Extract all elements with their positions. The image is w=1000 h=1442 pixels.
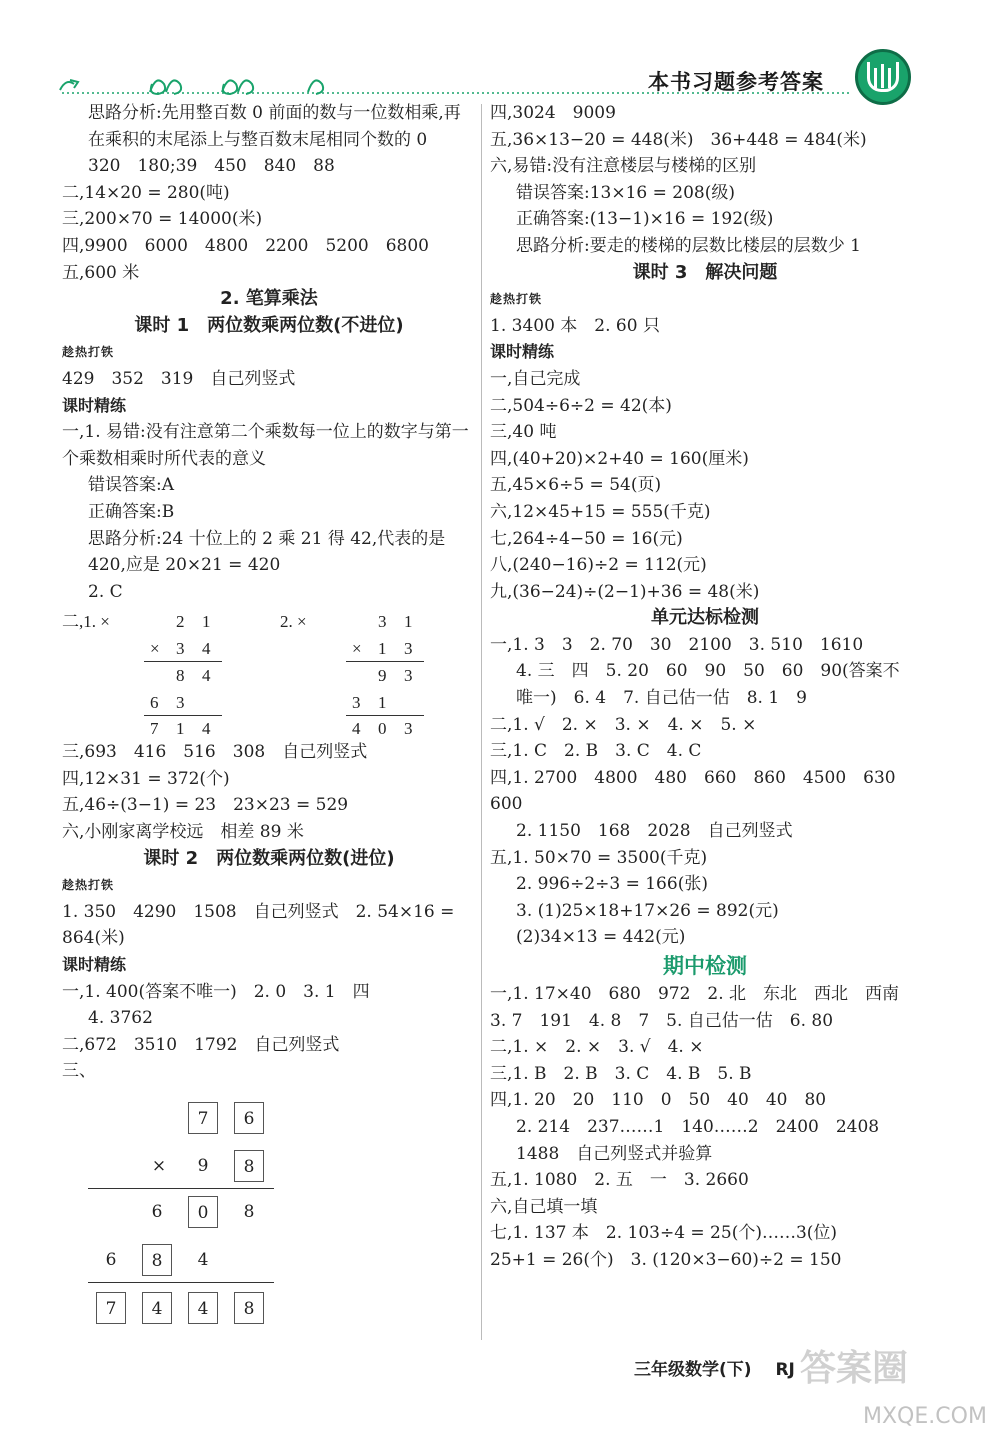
text-line: 思路分析:24 十位上的 2 乘 21 得 42,代表的是 420,应是 20×21 = 420 (88, 528, 446, 576)
digit-box: 4 (142, 1292, 172, 1324)
text-line: 五,46÷(3−1) = 23 23×23 = 529 (62, 795, 349, 816)
text-line: 三、 (62, 1061, 96, 1082)
digit-box: 7 (188, 1102, 218, 1134)
calc-b (280, 605, 480, 739)
text-line: 思路分析:先用整百数 0 前面的数与一位数相乘,再在乘积的末尾添上与整百数末尾相同个数的 0 (88, 103, 461, 150)
text-line: 320 180;39 450 840 88 (88, 156, 335, 177)
text-line: 二,1. × 2. × 3. √ 4. × (490, 1037, 704, 1058)
text-line: 四,12×31 = 372(个) (62, 768, 230, 789)
digit: 1 (176, 719, 185, 739)
digit: × (352, 639, 362, 659)
page-footer (634, 1355, 795, 1380)
digit: 3 (176, 693, 185, 713)
text-line: 一,1. 3 3 2. 70 30 2100 3. 510 1610 (490, 634, 864, 655)
times-sign: × (151, 1156, 167, 1176)
text-line: 一,1. 17×40 680 972 2. 北 东北 西北 西南 3. 7 191 4. 8 7 5. 自己估一估 6. 80 (490, 984, 917, 1031)
text-line: 一,1. 易错:没有注意第二个乘数每一位上的数字与第一个乘数相乘时所代表的意义 (62, 422, 469, 469)
digit: 2 (176, 612, 185, 632)
text-line: 一,自己完成 (490, 368, 581, 389)
digit-box: 8 (234, 1150, 264, 1182)
watermark-logo: 答案圈 (800, 1348, 909, 1389)
text-line: 三,1. C 2. B 3. C 4. C (490, 741, 702, 762)
digit: 1 (202, 612, 211, 632)
digit: 4 (202, 666, 211, 686)
column-divider (481, 104, 482, 1340)
text-line: (2)34×13 = 442(元) (516, 927, 686, 948)
calc-label: 2. × (280, 612, 307, 632)
digit: 3 (176, 639, 185, 659)
text-line: 3. (1)25×18+17×26 = 892(元) (516, 900, 779, 921)
text-line: 八,(240−16)÷2 = 112(元) (490, 555, 707, 576)
digit: 1 (378, 639, 387, 659)
box-multiplication (62, 1098, 292, 1338)
text-line: 二,1. √ 2. × 3. × 4. × 5. × (490, 714, 757, 735)
text-line: 二,504÷6÷2 = 42(本) (490, 395, 672, 416)
digit-box: 0 (188, 1196, 218, 1228)
unit-test-title: 单元达标检测 (651, 607, 759, 629)
text-line: 七,1. 137 本 2. 103÷4 = 25(个)……3(位) 25+1 = 26(个) 3. (120×3−60)÷2 = 150 (490, 1223, 855, 1270)
text-line: 五,600 米 (62, 262, 140, 283)
text-line: 429 352 319 自己列竖式 (62, 368, 296, 389)
digit: 1 (378, 693, 387, 713)
text-line: 六,小刚家离学校远 相差 89 米 (62, 822, 304, 843)
digit: 4 (197, 1250, 209, 1270)
digit: 9 (197, 1156, 209, 1176)
digit: 8 (243, 1202, 255, 1222)
vertical-calculations (62, 605, 476, 739)
text-line: 五,45×6÷5 = 54(页) (490, 475, 662, 496)
text-line: 2. 996÷2÷3 = 166(张) (516, 874, 708, 895)
header-title: 本书习题参考答案 (648, 70, 824, 94)
digit: 3 (404, 639, 413, 659)
text-line: 四,3024 9009 (490, 103, 616, 123)
text-line: 三,1. B 2. B 3. C 4. B 5. B (490, 1063, 752, 1084)
digit: 3 (404, 719, 413, 739)
watermark-url: MXQE.COM (863, 1404, 987, 1429)
digit: 0 (378, 719, 387, 739)
text-line: 五,36×13−20 = 448(米) 36+448 = 484(米) (490, 129, 867, 150)
digit: 4 (202, 719, 211, 739)
wrong-answer: 错误答案:13×16 = 208(级) (516, 182, 735, 203)
page-header (0, 0, 1000, 110)
digit: 4 (202, 639, 211, 659)
wrong-answer: 错误答案:A (88, 475, 175, 496)
text-line: 四,1. 2700 4800 480 660 860 4500 630 600 (490, 767, 913, 815)
right-column (490, 100, 920, 1274)
calc-label: 二,1. × (62, 612, 110, 632)
digit-box: 4 (188, 1292, 218, 1324)
digit: 3 (378, 612, 387, 632)
digit-box: 8 (142, 1244, 172, 1276)
text-line: 六,12×45+15 = 555(千克) (490, 501, 711, 522)
footer-code: RJ (775, 1360, 795, 1380)
digit: 6 (150, 693, 159, 713)
text-line: 九,(36−24)÷(2−1)+36 = 48(米) (490, 581, 760, 602)
digit: 6 (105, 1250, 117, 1270)
correct-answer: 正确答案:B (88, 501, 175, 522)
section-title: 2. 笔算乘法 (220, 288, 318, 310)
footer-grade: 三年级数学(下) (634, 1360, 752, 1380)
text-line: 1. 350 4290 1508 自己列竖式 2. 54×16 = 864(米) (62, 901, 455, 949)
text-line: 七,264÷4−50 = 16(元) (490, 528, 683, 549)
lesson-title: 课时 3 解决问题 (632, 261, 778, 283)
digit-box: 6 (234, 1102, 264, 1134)
digit: 6 (151, 1202, 163, 1222)
text-line: 二,14×20 = 280(吨) (62, 182, 230, 203)
text-line: 三,40 吨 (490, 422, 557, 443)
digit: 8 (176, 666, 185, 686)
digit: × (150, 639, 160, 659)
text-line: 1. 3400 本 2. 60 只 (490, 315, 660, 336)
practice-heading: 课时精练 (490, 342, 555, 362)
digit: 4 (352, 719, 361, 739)
text-line: 4. 3762 (88, 1008, 153, 1029)
text-line: 4. 三 四 5. 20 60 90 50 60 90(答案不唯一) 6. 4 7. 自己估一估 8. 1 9 (516, 661, 900, 709)
digit: 3 (404, 666, 413, 686)
text-line: 四,1. 20 20 110 0 50 40 40 80 (490, 1090, 827, 1111)
text-line: 三,200×70 = 14000(米) (62, 209, 263, 230)
text-line: 2. 214 237……1 140……2 2400 2408 1488 自己列竖式并验算 (516, 1116, 897, 1164)
text-line: 六,自己填一填 (490, 1196, 598, 1217)
digit: 3 (352, 693, 361, 713)
lesson-title: 课时 2 两位数乘两位数(进位) (143, 847, 395, 869)
digit: 7 (150, 719, 159, 739)
warmup-tag: 趁热打铁 (62, 878, 115, 893)
left-column (62, 100, 476, 1085)
text-line: 一,1. 400(答案不唯一) 2. 0 3. 1 四 (62, 981, 370, 1002)
practice-heading: 课时精练 (62, 395, 127, 415)
text-line: 思路分析:要走的楼梯的层数比楼层的层数少 1 (516, 235, 861, 256)
warmup-tag: 趁热打铁 (62, 345, 115, 360)
text-line: 六,易错:没有注意楼层与楼梯的区别 (490, 156, 757, 177)
text-line: 2. 1150 168 2028 自己列竖式 (516, 821, 793, 842)
text-line: 三,693 416 516 308 自己列竖式 (62, 742, 368, 763)
text-line: 四,(40+20)×2+40 = 160(厘米) (490, 448, 749, 469)
text-line: 2. C (88, 581, 123, 602)
practice-heading: 课时精练 (62, 955, 127, 975)
digit-box: 8 (234, 1292, 264, 1324)
text-line: 五,1. 1080 2. 五 一 3. 2660 (490, 1170, 749, 1191)
digit-box: 7 (96, 1292, 126, 1324)
digit: 9 (378, 666, 387, 686)
text-line: 四,9900 6000 4800 2200 5200 6800 (62, 235, 429, 256)
digit: 1 (404, 612, 413, 632)
midterm-title: 期中检测 (663, 954, 747, 978)
correct-answer: 正确答案:(13−1)×16 = 192(级) (516, 209, 774, 230)
text-line: 二,672 3510 1792 自己列竖式 (62, 1034, 340, 1055)
lesson-title: 课时 1 两位数乘两位数(不进位) (134, 314, 404, 336)
text-line: 五,1. 50×70 = 3500(千克) (490, 847, 708, 868)
book-logo-icon (855, 49, 911, 105)
warmup-tag: 趁热打铁 (490, 292, 543, 307)
calc-a (62, 605, 262, 739)
